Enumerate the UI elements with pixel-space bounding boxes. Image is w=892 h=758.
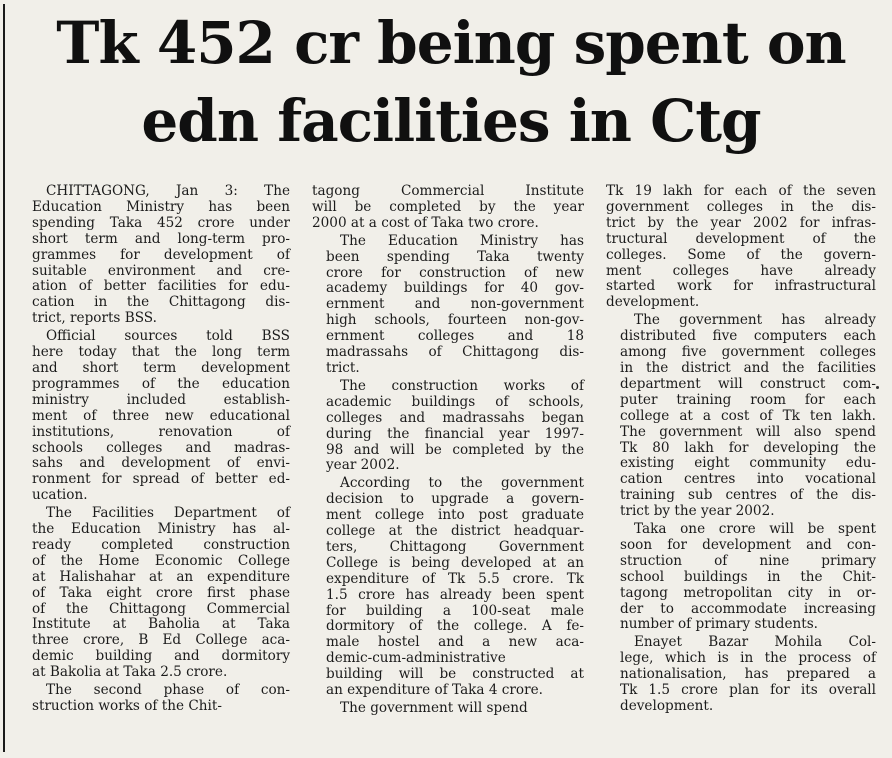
text-line: The Education Ministry has [340,232,584,249]
text-line: distributed five computers each [620,328,876,345]
text-line: the Education Ministry has al- [32,521,290,538]
text-line: schools colleges and madras- [32,439,290,456]
text-line: government colleges in the dis- [606,198,876,215]
article-column-3 [606,184,876,717]
text-line: started work for infrastructural [606,278,876,295]
article-paragraph [312,701,584,717]
text-line: 98 and will be completed by the [326,441,584,458]
text-line: trict by the year 2002 for infras- [606,214,876,231]
text-line: Enayet Bazar Mohila Col- [634,634,876,651]
text-line: dormitory of the college. A fe- [326,618,584,635]
text-line: been spending Taka twenty [326,248,584,265]
text-line: will be completed by the year [312,198,584,215]
text-line: colleges and madrassahs began [326,409,584,426]
text-line: ters, Chittagong Government [326,538,584,555]
text-line: department will construct com- [620,375,876,392]
text-line: three crore, B Ed College aca- [32,632,290,649]
text-line: The construction works of [340,377,584,394]
article-paragraph [606,184,876,311]
print-speck [876,386,879,389]
column-rule [3,4,5,752]
text-line: existing eight community edu- [620,455,876,472]
text-line: der to accommodate increasing [620,600,876,617]
text-line: tagong metropolitan city in or- [620,584,876,601]
text-line: ucation. [32,487,88,504]
text-line: grammes for development of [32,246,290,263]
text-line: trict. [326,359,360,376]
text-line: tagong Commercial Institute [312,183,584,199]
text-line: ation of better facilities for edu- [32,278,290,295]
text-line: struction of nine primary [620,552,876,569]
text-line: high schools, fourteen non-gov- [326,312,584,329]
text-line: ready completed construction [32,536,290,553]
text-line: ernment colleges and 18 [326,328,584,345]
text-line: year 2002. [326,457,400,474]
text-line: academic buildings of schools, [326,393,584,410]
text-line: 1.5 crore has already been spent [326,586,584,603]
article-paragraph [18,506,290,681]
text-line: College is being developed at an [326,554,584,571]
text-line: The government has already [634,312,876,329]
text-line: short term and long-term pro- [32,230,290,247]
text-line: suitable environment and cre- [32,262,290,279]
text-line: trict by the year 2002. [620,503,775,520]
text-line: ministry included establish- [32,391,290,408]
text-line: trict, reports BSS. [32,310,157,327]
text-line: cation centres into vocational [620,471,876,488]
text-line: number of primary students. [620,616,818,633]
text-line: an expenditure of Taka 4 crore. [326,682,543,699]
text-line: building will be constructed at [326,666,584,683]
text-line: struction works of the Chit- [32,698,222,714]
headline-line-2: edn facilities in Ctg [141,87,761,155]
text-line: here today that the long term [32,344,290,361]
text-line: spending Taka 452 crore under [32,214,290,231]
text-line: ment of three new educational [32,407,290,424]
text-line: demic-cum-administrative [326,650,506,667]
text-line: school buildings in the Chit- [620,568,876,585]
text-line: college at the district headquar- [326,523,584,540]
text-line: in the district and the facilities [620,359,876,376]
text-line: CHITTAGONG, Jan 3: The [46,183,290,199]
article-column-2 [312,184,584,719]
text-line: development. [606,294,700,311]
text-line: at Halishahar at an expenditure [32,568,290,585]
text-line: for building a 100-seat male [326,602,584,619]
text-line: crore for construction of new [326,264,584,281]
article-paragraph [606,313,876,520]
article-paragraph [18,683,290,715]
text-line: nationalisation, has prepared a [620,666,876,683]
text-line: madrassahs of Chittagong dis- [326,344,584,361]
text-line: The Facilities Department of [46,505,290,522]
text-line: cation in the Chittagong dis- [32,294,290,311]
text-line: ronment for spread of better ed- [32,471,290,488]
article-paragraph [312,379,584,474]
text-line: Official sources told BSS [46,328,290,345]
article-paragraph [312,234,584,377]
text-line: expenditure of Tk 5.5 crore. Tk [326,570,584,587]
text-line: ernment and non-government [326,296,584,313]
text-line: decision to upgrade a govern- [326,491,584,508]
text-line: of the Home Economic College [32,552,290,569]
text-line: Tk 80 lakh for developing the [620,439,876,456]
article-paragraph [312,476,584,699]
text-line: The second phase of con- [46,682,290,699]
text-line: during the financial year 1997- [326,425,584,442]
article-paragraph [18,184,290,327]
article-paragraph [312,184,584,232]
text-line: According to the government [340,475,584,492]
text-line: Taka one crore will be spent [634,521,876,538]
text-line: institutions, renovation of [32,423,290,440]
text-line: 2000 at a cost of Taka two crore. [312,214,539,231]
text-line: academy buildings for 40 gov- [326,280,584,297]
text-line: Tk 19 lakh for each of the seven [606,183,876,199]
text-line: college at a cost of Tk ten lakh. [620,407,876,424]
headline [14,4,888,160]
article-column-1 [18,184,290,717]
text-line: colleges. Some of the govern- [606,246,876,263]
article-paragraph [606,522,876,633]
text-line: programmes of the education [32,375,290,392]
text-line: puter training room for each [620,391,876,408]
text-line: development. [620,698,714,714]
text-line: ment college into post graduate [326,507,584,524]
text-line: tructural development of the [606,230,876,247]
headline-line-1: Tk 452 cr being spent on [56,9,846,77]
text-line: and short term development [32,359,290,376]
article-paragraph [606,635,876,715]
text-line: training sub centres of the dis- [620,487,876,504]
text-line: demic building and dormitory [32,648,290,665]
text-line: of the Chittagong Commercial [32,600,290,617]
text-line: soon for development and con- [620,536,876,553]
text-line: at Bakolia at Taka 2.5 crore. [32,664,228,681]
text-line: of Taka eight crore first phase [32,584,290,601]
text-line: lege, which is in the process of [620,650,876,667]
text-line: The government will also spend [620,423,876,440]
text-line: sahs and development of envi- [32,455,290,472]
text-line: Institute at Baholia at Taka [32,616,290,633]
text-line: Education Ministry has been [32,198,290,215]
text-line: ment colleges have already [606,262,876,279]
text-line: male hostel and a new aca- [326,634,584,651]
text-line: Tk 1.5 crore plan for its overall [620,682,876,699]
text-line: The government will spend [340,700,528,716]
text-line: among five government colleges [620,344,876,361]
article-paragraph [18,329,290,504]
